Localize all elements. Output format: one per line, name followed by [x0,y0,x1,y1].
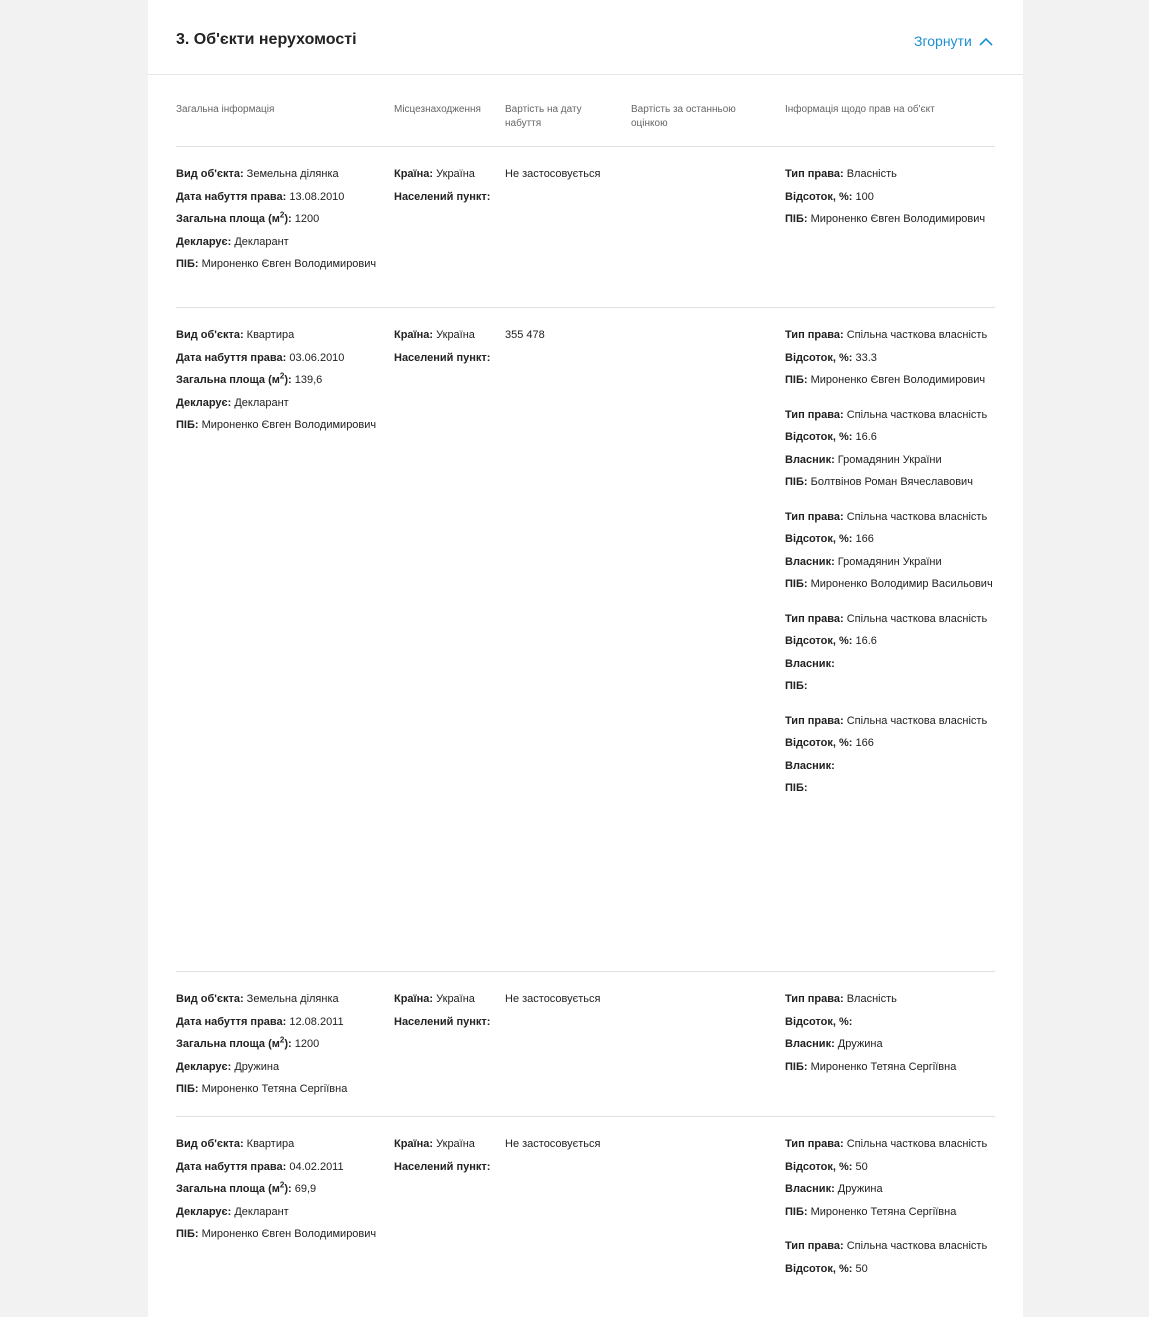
real-estate-section [148,0,1023,1317]
object-type-label: Вид об'єкта: [176,329,244,341]
column-header-rights: Інформація щодо прав на об'єкт [785,104,935,115]
share-percent-value: 16.6 [852,635,877,647]
right-type-value: Спільна часткова власність [843,612,988,625]
acquisition-date-value: 04.02.2011 [286,1160,344,1173]
column-header-cost-evaluation: Вартість за останньою оцінкою [631,104,736,129]
table-row [176,147,995,308]
acquisition-date-label: Дата набуття права: [176,1160,287,1173]
table-row [176,308,995,972]
total-area [176,1181,386,1199]
acquisition-date-value: 03.06.2010 [286,351,345,364]
country [394,1136,494,1154]
right-type [785,713,995,731]
area-unit-sup: 2 [279,1035,285,1045]
owner-value: Дружина [834,1038,883,1050]
right-type [785,1238,995,1256]
owner-label: Власник: [785,657,835,670]
table-header [176,74,995,147]
cost-acquisition-cell: Не застосовується [505,993,601,1005]
object-type-value: Квартира [243,1138,295,1150]
full-name-label: ПІБ: [176,1228,199,1240]
right-entry [785,713,995,798]
general-info-cell [176,166,386,279]
share-percent [785,735,995,753]
object-type-label: Вид об'єкта: [176,993,244,1005]
share-percent-label: Відсоток, %: [785,737,853,749]
acquisition-date-label: Дата набуття права: [176,190,287,203]
share-percent [785,189,995,207]
total-area-value: 1200 [291,213,320,225]
total-area-label: Загальна площа $(м^2)$: [176,1180,292,1195]
full-name-value: Мироненко Євген Володимирович [198,419,377,431]
owner-label: Власник: [785,555,835,568]
total-area-value: 1200 [291,1038,320,1050]
owner [785,1036,995,1054]
table-row [176,972,995,1117]
owner-full-name-label: ПІБ: [785,1060,808,1073]
right-entry [785,327,995,390]
acquisition-date [176,1159,386,1177]
country-label: Країна: [394,1138,434,1150]
owner-full-name-value: Мироненко Євген Володимирович [807,374,986,386]
total-area [176,211,386,229]
share-percent-label: Відсоток, %: [785,190,853,203]
share-percent-label: Відсоток, %: [785,1015,853,1028]
objects-table [176,74,995,1317]
owner-full-name [785,211,995,229]
share-percent [785,531,995,549]
object-type [176,166,386,184]
share-percent-label: Відсоток, %: [785,351,853,364]
total-area-label: Загальна площа $(м^2)$: [176,210,292,225]
country-value: Україна [433,329,475,341]
section-title: 3. Об'єкти нерухомості [176,31,357,48]
cost-acquisition-cell: Не застосовується [505,168,601,180]
owner-label: Власник: [785,453,835,466]
share-percent-label: Відсоток, %: [785,431,853,443]
object-type-label: Вид об'єкта: [176,1138,244,1150]
owner-full-name-label: ПІБ: [785,680,808,692]
share-percent-label: Відсоток, %: [785,635,853,647]
total-area-value: 139,6 [291,374,323,386]
right-type [785,509,995,527]
rights-cell [785,327,995,815]
object-type-value: Земельна ділянка [243,993,339,1005]
share-percent [785,1014,995,1032]
owner-value: Громадянин України [834,555,942,568]
area-unit-sup: 2 [279,1180,285,1190]
country [394,327,494,345]
acquisition-date-label: Дата набуття права: [176,1015,287,1028]
country-label: Країна: [394,329,434,341]
rights-cell [785,1136,995,1295]
right-type-value: Спільна часткова власність [843,1138,988,1150]
share-percent [785,1159,995,1177]
area-unit-sup: 2 [279,371,285,381]
settlement-label: Населений пункт: [394,1015,491,1028]
location-cell [394,991,494,1036]
share-percent-value: 16.6 [852,431,877,443]
share-percent-label: Відсоток, %: [785,1262,853,1275]
owner-full-name-value: Мироненко Володимир Васильович [807,578,993,590]
country [394,991,494,1009]
share-percent-value: 166 [852,533,874,545]
column-header-cost-acquisition: Вартість на дату набуття [505,104,582,129]
area-unit-sup: 2 [279,210,285,220]
settlement [394,350,494,368]
right-type-value: Власність [843,993,897,1005]
share-percent-value: 33.3 [852,351,877,364]
share-percent [785,350,995,368]
object-type-value: Земельна ділянка [243,168,339,180]
total-area-label: Загальна площа $(м^2)$: [176,371,292,386]
right-type [785,991,995,1009]
right-type-label: Тип права: [785,510,844,523]
full-name-value: Мироненко Євген Володимирович [198,1228,377,1240]
object-type-value: Квартира [243,329,295,341]
owner-full-name [785,474,995,492]
full-name-label: ПІБ: [176,1083,199,1095]
owner [785,554,995,572]
owner-full-name-label: ПІБ: [785,476,808,488]
full-name [176,1081,386,1099]
declares-label: Декларує: [176,235,232,248]
right-entry [785,991,995,1076]
object-type [176,991,386,1009]
right-type [785,327,995,345]
right-type-label: Тип права: [785,1138,844,1150]
share-percent [785,633,995,651]
right-entry [785,166,995,229]
declares [176,1059,386,1077]
location-cell [394,1136,494,1181]
right-entry [785,1238,995,1278]
right-type-value: Спільна часткова власність [843,1240,988,1252]
chevron-up-icon [979,37,993,46]
full-name-value: Мироненко Євген Володимирович [198,258,377,270]
owner-label: Власник: [785,1038,835,1050]
owner-full-name-label: ПІБ: [785,213,808,225]
owner-full-name-label: ПІБ: [785,374,808,386]
declares-value: Декларант [231,235,289,248]
settlement [394,1014,494,1032]
owner-value: Дружина [834,1183,883,1195]
country-label: Країна: [394,993,434,1005]
owner-full-name-label: ПІБ: [785,1205,808,1218]
acquisition-date-value: 12.08.2011 [286,1015,344,1028]
acquisition-date-value: 13.08.2010 [286,190,345,203]
right-entry [785,509,995,594]
right-type-label: Тип права: [785,993,844,1005]
right-type-label: Тип права: [785,714,844,727]
country-value: Україна [433,1138,475,1150]
acquisition-date [176,1014,386,1032]
owner-full-name-value: Мироненко Тетяна Сергіївна [807,1205,957,1218]
declares-value: Декларант [231,1205,289,1218]
object-type [176,1136,386,1154]
total-area-value: 69,9 [291,1183,317,1195]
column-header-location: Місцезнаходження [394,104,481,115]
collapse-button[interactable] [914,33,993,49]
declares [176,395,386,413]
object-type [176,327,386,345]
share-percent-label: Відсоток, %: [785,1160,853,1173]
declares-label: Декларує: [176,1205,232,1218]
full-name [176,256,386,274]
declares-label: Декларує: [176,1060,232,1073]
owner-full-name-value: Мироненко Тетяна Сергіївна [807,1060,957,1073]
rights-cell [785,991,995,1093]
general-info-cell [176,327,386,440]
owner-full-name-value: Болтвінов Роман Вячеславович [807,476,973,488]
country-value: Україна [433,993,475,1005]
share-percent-value: 50 [852,1262,868,1275]
full-name [176,417,386,435]
owner-full-name [785,1204,995,1222]
share-percent-value: 100 [852,190,874,203]
settlement-label: Населений пункт: [394,351,491,364]
right-type-value: Спільна часткова власність [843,408,988,421]
owner [785,758,995,776]
object-type-label: Вид об'єкта: [176,168,244,180]
owner-full-name [785,678,995,696]
right-type [785,166,995,184]
share-percent-value: 50 [852,1160,868,1173]
acquisition-date-label: Дата набуття права: [176,351,287,364]
owner-full-name-label: ПІБ: [785,578,808,590]
full-name-label: ПІБ: [176,419,199,431]
full-name-value: Мироненко Тетяна Сергіївна [198,1083,348,1095]
right-type-value: Власність [843,168,897,180]
settlement-label: Населений пункт: [394,190,491,203]
country-label: Країна: [394,168,434,180]
country [394,166,494,184]
owner-label: Власник: [785,1183,835,1195]
full-name-label: ПІБ: [176,258,199,270]
owner-label: Власник: [785,759,835,772]
column-header-general: Загальна інформація [176,104,275,115]
share-percent-value: 166 [852,737,874,749]
declares-label: Декларує: [176,396,232,409]
declares-value: Декларант [231,396,289,409]
cost-acquisition-cell: 355 478 [505,329,545,341]
right-entry [785,407,995,492]
owner-full-name-value: Мироненко Євген Володимирович [807,213,986,225]
acquisition-date [176,189,386,207]
table-row [176,1117,995,1317]
general-info-cell [176,1136,386,1249]
total-area [176,1036,386,1054]
section-header [148,0,1023,75]
share-percent-label: Відсоток, %: [785,533,853,545]
right-type-label: Тип права: [785,612,844,625]
general-info-cell [176,991,386,1104]
right-type-label: Тип права: [785,1240,844,1252]
owner-full-name [785,576,995,594]
right-type [785,611,995,629]
declares [176,234,386,252]
owner [785,452,995,470]
total-area [176,372,386,390]
share-percent [785,1261,995,1279]
right-type [785,407,995,425]
settlement [394,1159,494,1177]
settlement-label: Населений пункт: [394,1160,491,1173]
location-cell [394,327,494,372]
full-name [176,1226,386,1244]
owner [785,1181,995,1199]
location-cell [394,166,494,211]
right-type-value: Спільна часткова власність [843,510,988,523]
right-type-label: Тип права: [785,168,844,180]
table-body [176,147,995,1317]
owner-full-name [785,372,995,390]
rights-cell [785,166,995,246]
acquisition-date [176,350,386,368]
right-entry [785,611,995,696]
owner-full-name [785,780,995,798]
declares-value: Дружина [231,1060,280,1073]
declares [176,1204,386,1222]
owner-full-name [785,1059,995,1077]
cost-acquisition-cell: Не застосовується [505,1138,601,1150]
right-type-value: Спільна часткова власність [843,329,988,341]
right-type-value: Спільна часткова власність [843,714,988,727]
share-percent [785,429,995,447]
right-entry [785,1136,995,1221]
owner-value: Громадянин України [834,453,942,466]
owner [785,656,995,674]
owner-full-name-label: ПІБ: [785,782,808,794]
collapse-label: Згорнути [914,33,972,49]
right-type [785,1136,995,1154]
country-value: Україна [433,168,475,180]
right-type-label: Тип права: [785,408,844,421]
total-area-label: Загальна площа $(м^2)$: [176,1035,292,1050]
settlement [394,189,494,207]
right-type-label: Тип права: [785,329,844,341]
